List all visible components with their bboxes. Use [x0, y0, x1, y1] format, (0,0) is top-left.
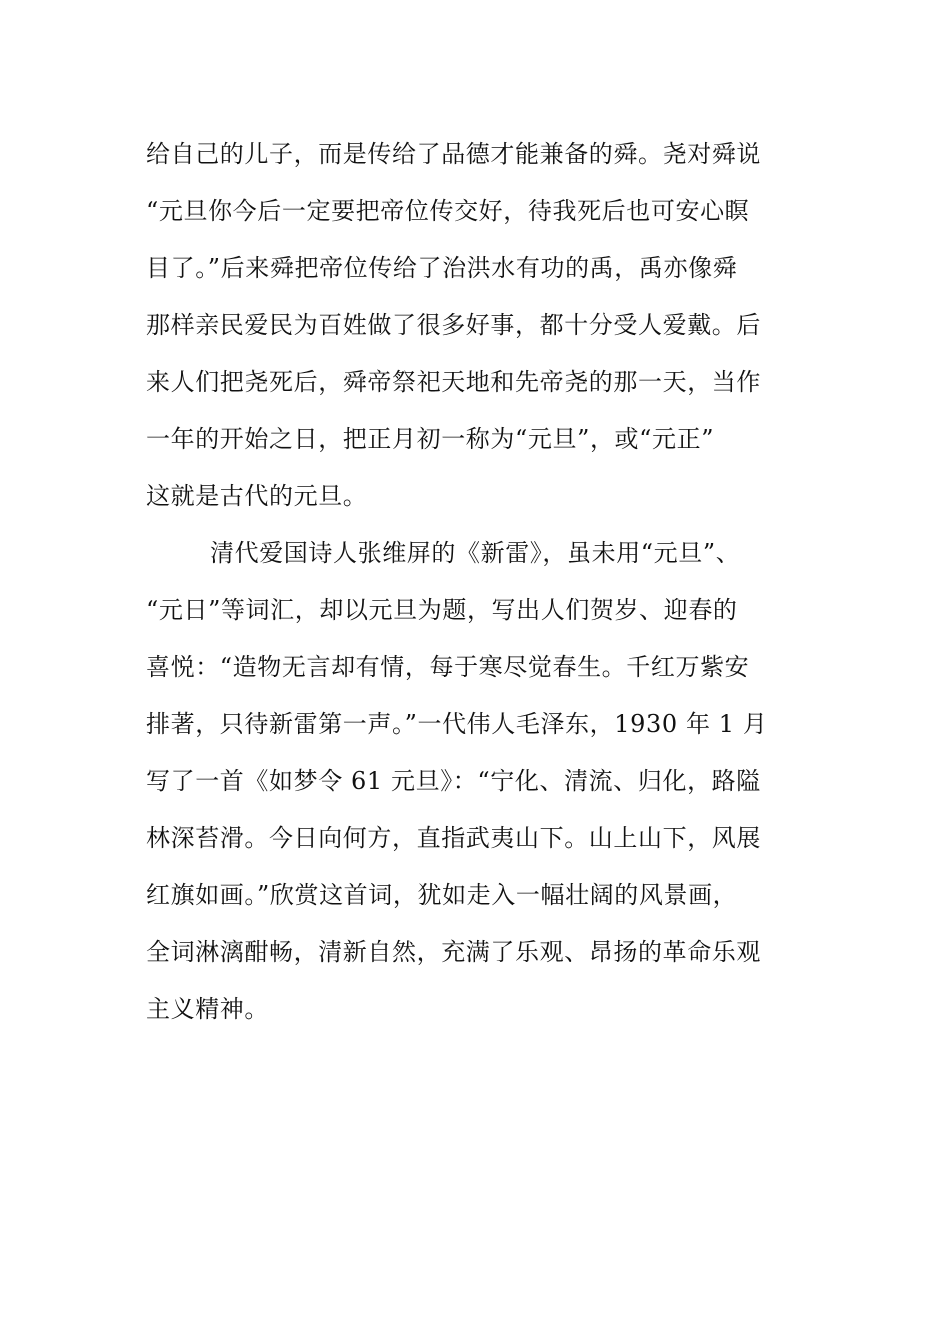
paragraph-2-line-2: “元日”等词汇，却以元旦为题，写出人们贺岁、迎春的	[146, 596, 738, 624]
paragraph-1-line-7: 这就是古代的元旦。	[146, 482, 368, 510]
paragraph-2-line-3: 喜悦：“造物无言却有情，每于寒尽觉春生。千红万紫安	[146, 653, 750, 681]
paragraph-2-line-6: 林深苔滑。今日向何方，直指武夷山下。山上山下，风展	[146, 824, 761, 852]
paragraph-1-line-1: 给自己的儿子，而是传给了品德才能兼备的舜。尧对舜说	[146, 140, 761, 168]
paragraph-2-line-9: 主义精神。	[146, 995, 269, 1023]
paragraph-2-line-7: 红旗如画。”欣赏这首词，犹如走入一幅壮阔的风景画，	[146, 881, 738, 909]
paragraph-1-line-6: 一年的开始之日，把正月初一称为“元旦”，或“元正”	[146, 425, 715, 453]
paragraph-1-line-2: “元旦你今后一定要把帝位传交好，待我死后也可安心瞑	[146, 197, 750, 225]
paragraph-2-line-4: 排著，只待新雷第一声。”一代伟人毛泽东，1930 年 1 月	[146, 710, 768, 738]
paragraph-2-line-1: 清代爱国诗人张维屏的《新雷》，虽未用“元旦”、	[210, 539, 741, 567]
paragraph-1-line-4: 那样亲民爱民为百姓做了很多好事，都十分受人爱戴。后	[146, 311, 761, 339]
paragraph-1-line-5: 来人们把尧死后，舜帝祭祀天地和先帝尧的那一天，当作	[146, 368, 761, 396]
paragraph-2-line-5: 写了一首《如梦令 61 元旦》：“宁化、清流、归化，路隘	[146, 767, 761, 795]
paragraph-1-line-3: 目了。”后来舜把帝位传给了治洪水有功的禹，禹亦像舜	[146, 254, 738, 282]
paragraph-2-line-8: 全词淋漓酣畅，清新自然，充满了乐观、昂扬的革命乐观	[146, 938, 761, 966]
